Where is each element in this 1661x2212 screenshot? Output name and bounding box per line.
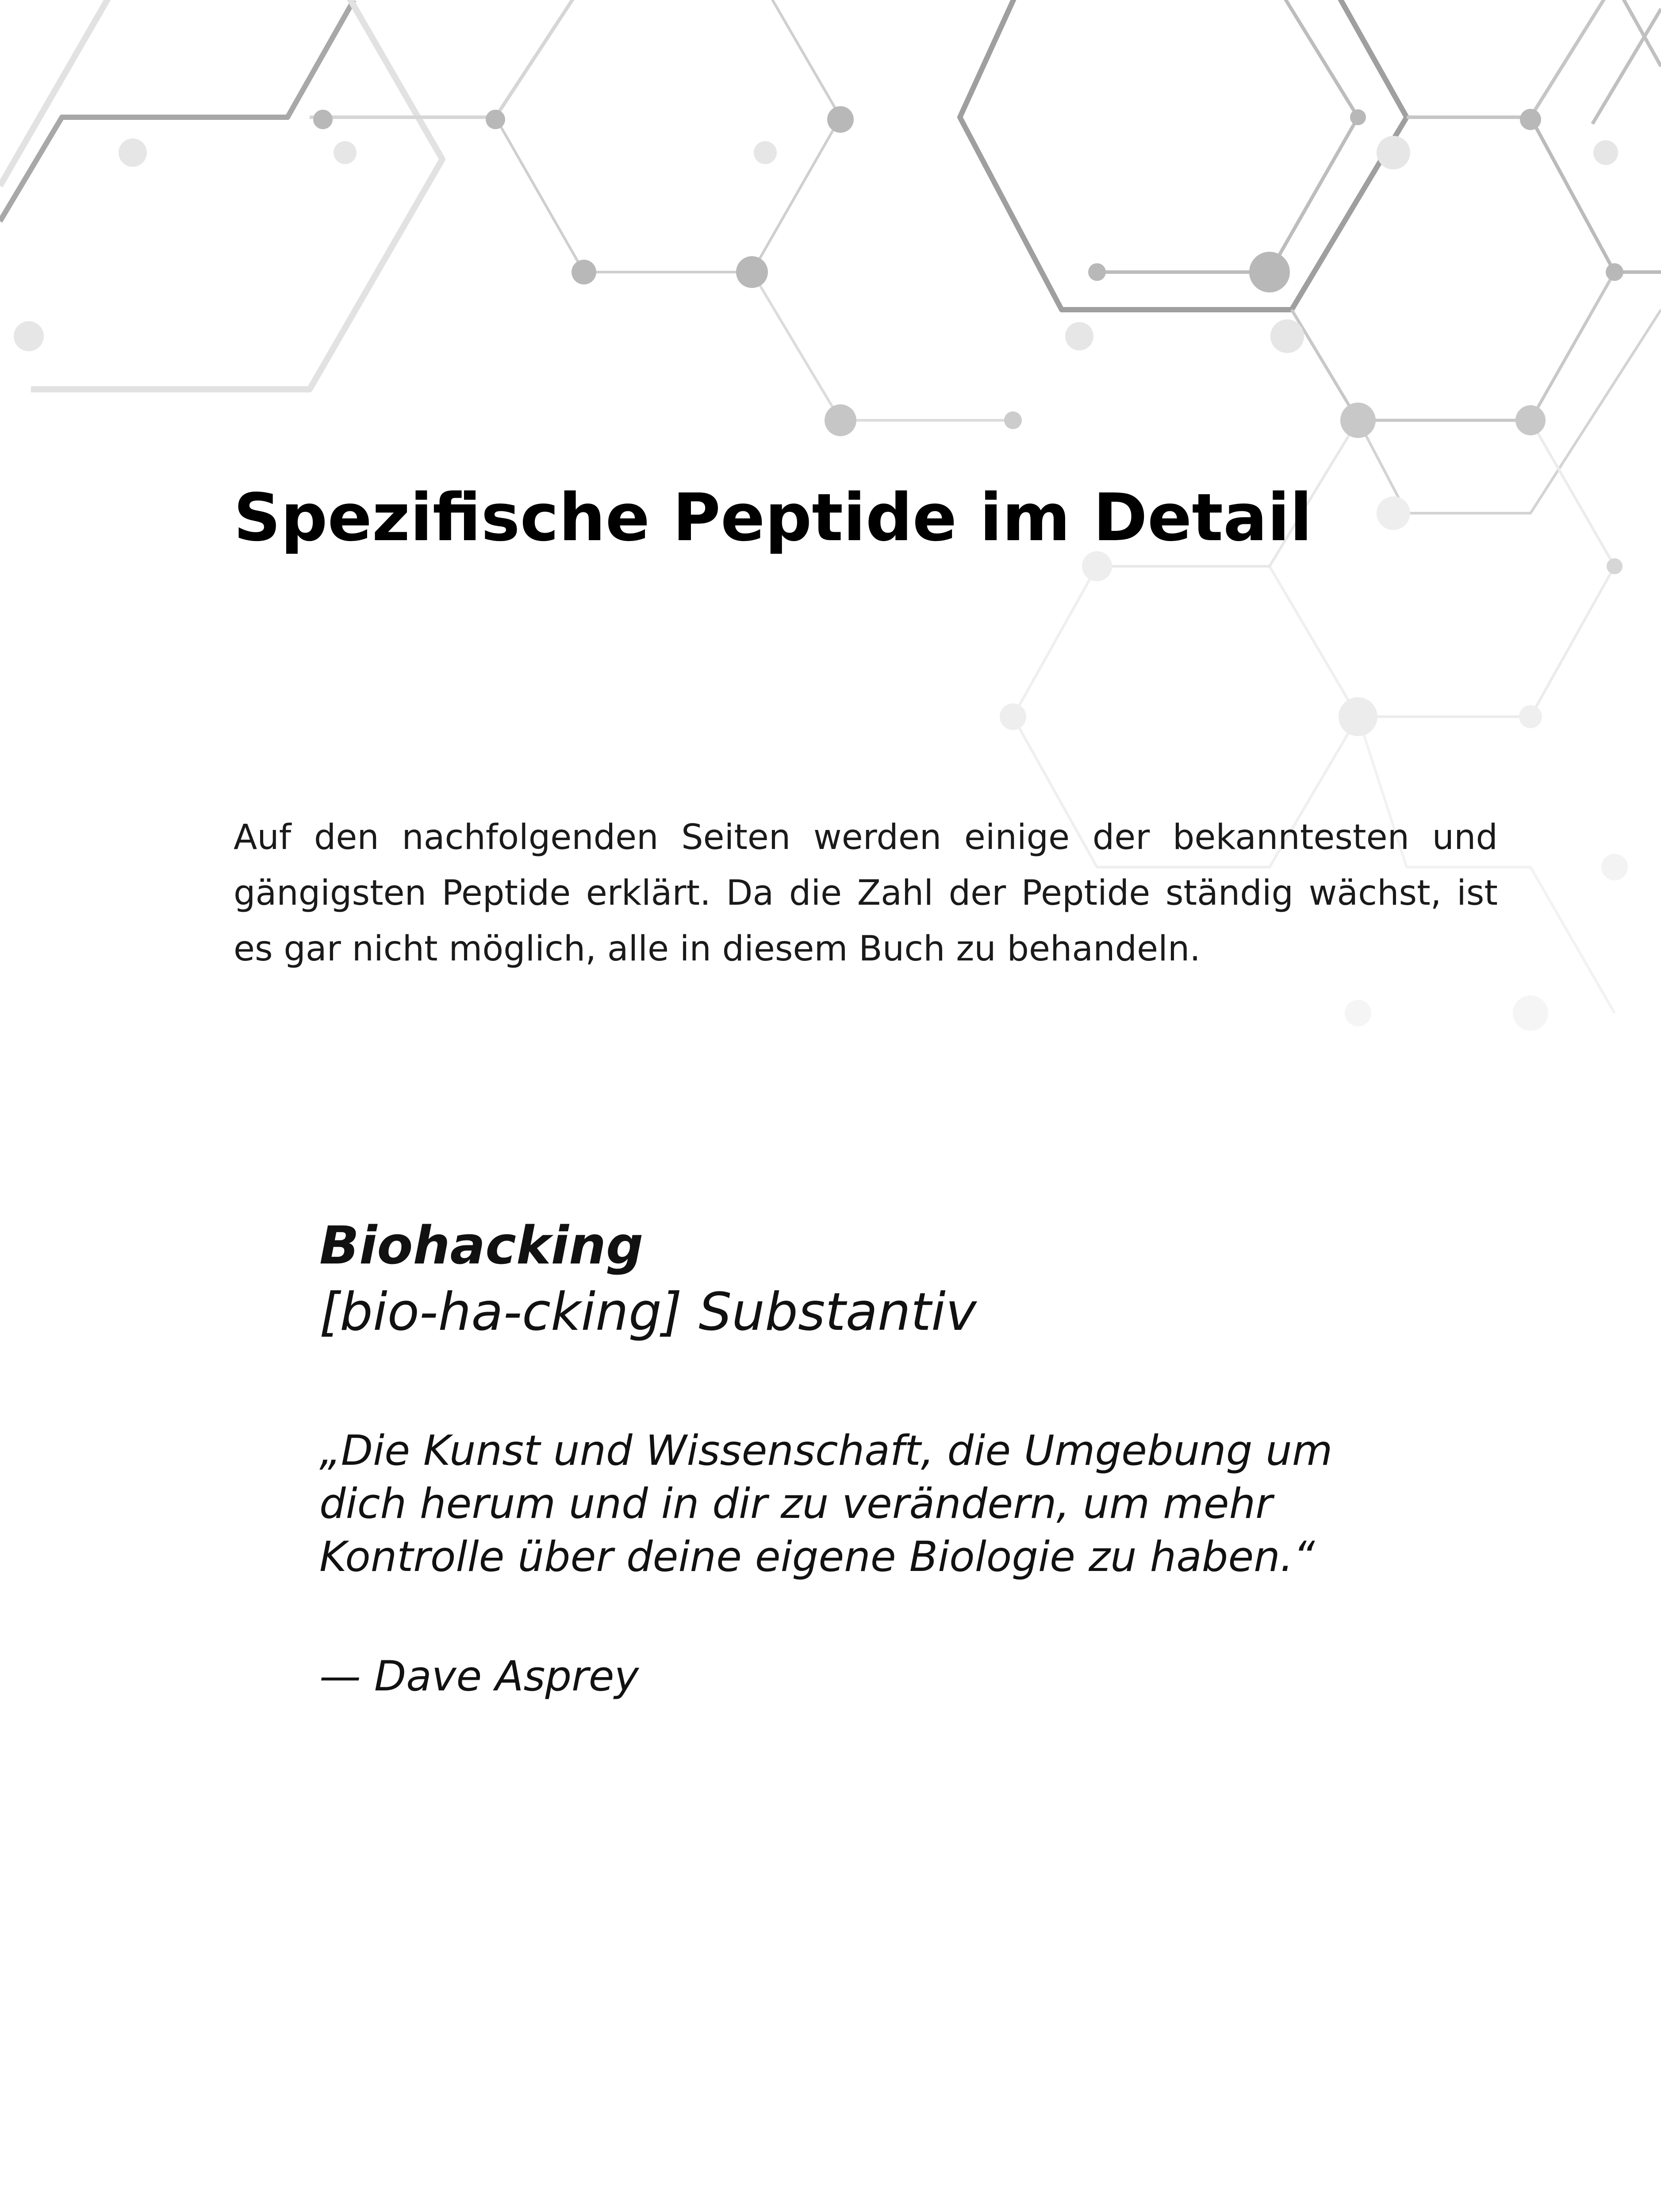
definition-quote: „Die Kunst und Wissenschaft, die Umgebung um dich herum und in dir zu verändern, um mehr Kontrolle über deine eigene Biologie zu haben.“ xyxy=(319,1427,1333,1581)
intro-paragraph: Auf den nachfolgenden Seiten werden einige der bekanntesten und gängigsten Peptide erklärt. Da die Zahl der Peptide ständig wächst, ist es gar nicht möglich, alle in diesem Buch zu behandeln. xyxy=(234,818,1498,969)
definition-block xyxy=(319,1212,1469,1703)
definition-term: Biohacking xyxy=(319,1215,644,1276)
quote-author: — Dave Asprey xyxy=(319,1652,639,1701)
page-title: Spezifische Peptide im Detail xyxy=(234,480,1312,556)
definition-pronunciation: [bio-ha-cking] Substantiv xyxy=(319,1281,977,1342)
